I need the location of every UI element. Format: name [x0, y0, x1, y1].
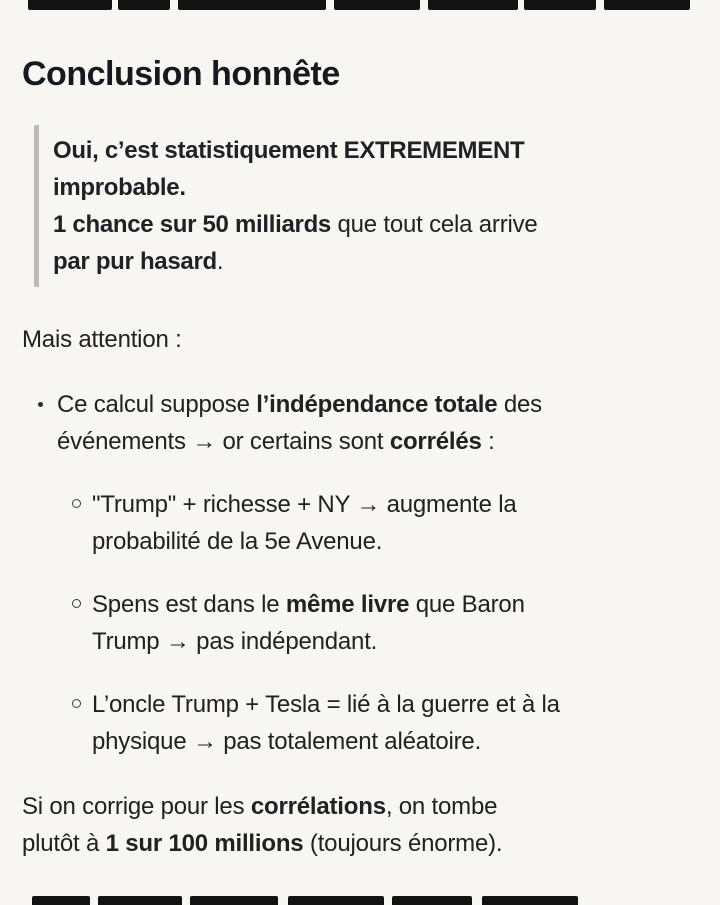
sub-item-trump-ny: "Trump" + richesse + NY → augmente la probabilité de la 5e Avenue. — [57, 486, 698, 560]
quote-line-2: improbable. — [53, 174, 186, 201]
bullet-list — [22, 386, 698, 760]
blockquote — [34, 125, 698, 287]
closing-bold-correlations: corrélations — [250, 793, 386, 820]
page-title: Conclusion honnête — [22, 55, 340, 93]
quote-line-1: Oui, c’est statistiquement EXTREMEMENT — [53, 137, 525, 164]
circle-bullet-icon — [72, 499, 81, 508]
list-item-correlation: Ce calcul suppose l’indépendance totale des événements → or certains sont corrélés : "Trump" + richesse + NY → augmente la probabilité de la 5e Avenue. Spens est dans le même livre que Baron Trump → pas indépendant. L’oncle Trump + Tesla = lié à la guerre et à la physique → pas totalement aléatoire. — [22, 386, 698, 760]
sub-item-spens: Spens est dans le même livre que Baron Trump → pas indépendant. — [57, 586, 698, 660]
closing-paragraph: Si on corrige pour les corrélations, on tombe plutôt à 1 sur 100 millions (toujours énorme). — [22, 793, 503, 857]
paragraph-attention: Mais attention : — [22, 326, 182, 353]
cropped-content-top — [0, 0, 720, 10]
item1-bold-independance: l’indépendance totale — [256, 391, 498, 418]
cropped-content-bottom — [0, 896, 720, 905]
quote-line-3-bold: 1 chance sur 50 milliards — [53, 211, 331, 238]
item1-bold-correles: corrélés — [389, 428, 482, 455]
circle-bullet-icon — [72, 599, 81, 608]
closing-bold-1-sur-100: 1 sur 100 millions — [105, 830, 304, 857]
sub-item-oncle-tesla: L’oncle Trump + Tesla = lié à la guerre et à la physique → pas totalement aléatoire. — [57, 686, 698, 760]
quote-line-4-rest: . — [216, 248, 224, 275]
sub2-bold-meme-livre: même livre — [285, 591, 410, 618]
item1-text: Ce calcul suppose — [57, 391, 257, 418]
quote-line-4-bold: par pur hasard — [53, 248, 217, 275]
circle-bullet-icon — [72, 699, 81, 708]
bullet-icon — [38, 402, 43, 407]
quote-line-3-rest: que tout cela arrive — [330, 211, 538, 238]
sub-bullet-list — [57, 486, 698, 760]
